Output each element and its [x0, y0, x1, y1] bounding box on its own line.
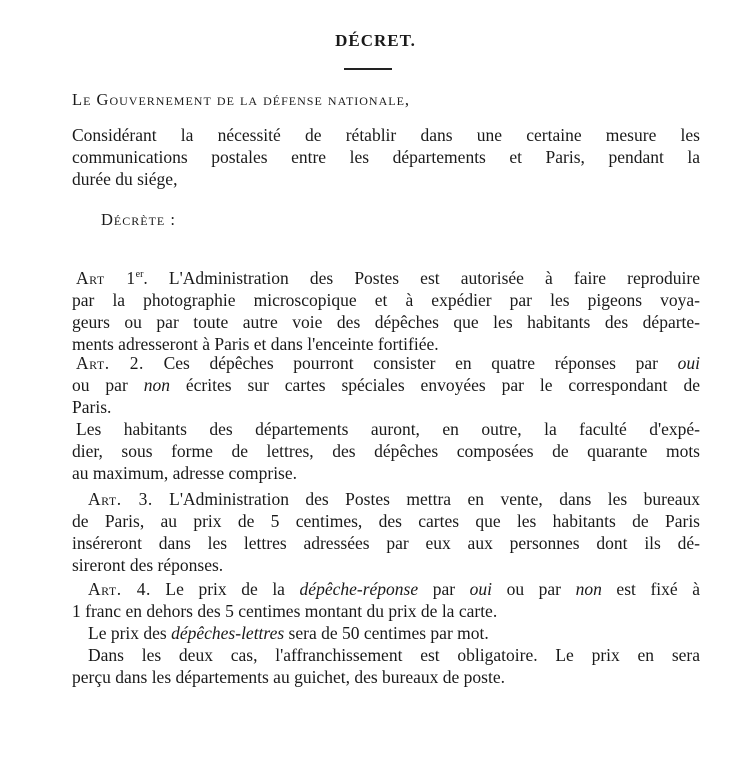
text-line: Dans les deux cas, l'affranchissement est obligatoire. Le prix en sera — [88, 645, 700, 665]
italic-word: dépêches-lettres — [171, 623, 285, 643]
italic-word: oui — [677, 353, 700, 373]
text-segment: Ces dépêches pourront consister en quatre réponses par — [143, 353, 678, 373]
decree-title: DÉCRET. — [335, 31, 416, 50]
text-segment: est fixé à — [601, 579, 700, 599]
text-line: au maximum, adresse comprise. — [72, 463, 298, 483]
italic-word: non — [575, 579, 602, 599]
considering-paragraph — [72, 124, 700, 190]
text-line: dier, sous forme de lettres, des dépêches composées de quarante mots — [72, 441, 700, 461]
article-sup: er — [135, 269, 144, 280]
italic-word: oui — [469, 579, 492, 599]
article-2 — [72, 352, 700, 484]
text-segment: par — [418, 579, 470, 599]
text-line: Paris. — [72, 397, 112, 417]
text-segment: écrites sur cartes spéciales envoyées par le correspondant de — [169, 375, 700, 395]
text-segment: L'Administration des Postes mettra en vente, dans les bureaux — [152, 489, 700, 509]
text-segment: Le prix des — [88, 623, 172, 643]
text-line: de Paris, au prix de 5 centimes, des cartes que les habitants de Paris — [72, 511, 700, 531]
text-segment: ou par — [492, 579, 576, 599]
text-line: par la photographie microscopique et à expédier par les pigeons voya- — [72, 290, 700, 310]
text-line: ments adresseront à Paris et dans l'enceinte fortifiée. — [72, 334, 439, 354]
text-line: durée du siége, — [72, 169, 178, 189]
government-heading: Le Gouvernement de la défense nationale, — [72, 90, 411, 109]
article-label: Art. 3. — [88, 489, 153, 509]
text-line: Les habitants des départements auront, en outre, la faculté d'expé- — [76, 419, 700, 439]
article-label: Art. 4. — [88, 579, 151, 599]
text-line: inséreront dans les lettres adressées par eux aux personnes dont ils dé- — [72, 533, 700, 553]
text-segment: Le prix de la — [150, 579, 300, 599]
text-line: sireront des réponses. — [72, 555, 224, 575]
text-line: communications postales entre les départements et Paris, pendant la — [72, 147, 700, 167]
text-segment: ou par — [72, 375, 144, 395]
title-rule — [344, 68, 392, 70]
text-line: Considérant la nécessité de rétablir dans une certaine mesure les — [72, 125, 700, 145]
text-segment: sera de 50 centimes par mot. — [284, 623, 489, 643]
decrees-heading: Décrète : — [101, 210, 176, 229]
article-1 — [72, 264, 700, 355]
italic-word: dépêche-réponse — [299, 579, 419, 599]
text-line: 1 franc en dehors des 5 centimes montant du prix de la carte. — [72, 601, 498, 621]
article-4 — [72, 578, 700, 688]
article-label: Art 1 — [76, 268, 136, 288]
text-line: geurs ou par toute autre voie des dépêches que les habitants des départe- — [72, 312, 700, 332]
article-3 — [72, 488, 700, 576]
italic-word: non — [143, 375, 170, 395]
article-label: Art. 2. — [76, 353, 144, 373]
text-line: . L'Administration des Postes est autorisée à faire reproduire — [143, 268, 700, 288]
text-line: perçu dans les départements au guichet, des bureaux de poste. — [72, 667, 505, 687]
